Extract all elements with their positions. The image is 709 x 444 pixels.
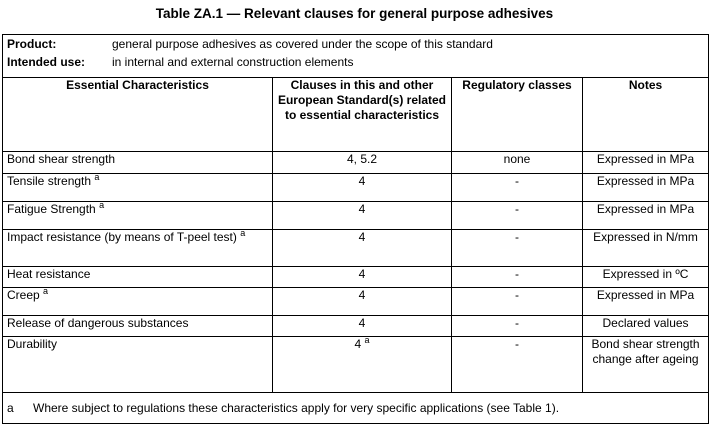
clauses-table: [2, 34, 709, 424]
characteristic-text: Durability: [7, 337, 58, 351]
regulatory-class-cell: -: [452, 267, 583, 288]
product-line: [7, 35, 704, 53]
table-row: [3, 202, 709, 230]
footnote-mark: a: [240, 228, 246, 238]
characteristic-text: Bond shear strength: [7, 152, 116, 166]
footnote-mark: a: [43, 286, 49, 296]
characteristic-cell: [3, 202, 273, 230]
footnote-mark: a: [94, 172, 100, 182]
table-row: [3, 337, 709, 393]
clauses-text: 4: [358, 267, 366, 281]
header-notes: Notes: [583, 78, 709, 152]
table-row: [3, 267, 709, 288]
clauses-cell: [273, 267, 452, 288]
clauses-text: 4, 5.2: [346, 152, 378, 166]
intended-use-line: [7, 53, 704, 71]
clauses-cell: [273, 174, 452, 202]
footnote-text: Where subject to regulations these characteristics apply for very specific applications (see Table 1).: [33, 400, 560, 415]
clauses-cell: [273, 152, 452, 174]
regulatory-class-cell: -: [452, 202, 583, 230]
characteristic-text: Fatigue Strength: [7, 202, 96, 216]
regulatory-class-cell: -: [452, 288, 583, 316]
regulatory-class-cell: -: [452, 230, 583, 267]
notes-cell: Expressed in MPa: [583, 152, 709, 174]
characteristic-cell: [3, 337, 273, 393]
notes-cell: Expressed in ºC: [583, 267, 709, 288]
characteristic-cell: [3, 288, 273, 316]
clauses-cell: [273, 337, 452, 393]
characteristic-cell: [3, 152, 273, 174]
footnote-mark: a: [364, 335, 370, 345]
clauses-cell: [273, 316, 452, 337]
characteristic-cell: [3, 230, 273, 267]
regulatory-class-cell: -: [452, 337, 583, 393]
characteristic-text: Impact resistance (by means of T-peel test): [7, 230, 237, 244]
characteristic-cell: [3, 174, 273, 202]
characteristic-text: Release of dangerous substances: [7, 316, 189, 330]
notes-cell: Bond shear strength change after ageing: [583, 337, 709, 393]
clauses-text: 4: [358, 174, 366, 188]
footnote-mark: a: [7, 400, 14, 415]
regulatory-class-cell: none: [452, 152, 583, 174]
table-row: [3, 152, 709, 174]
clauses-text: 4: [354, 337, 362, 351]
characteristic-cell: [3, 316, 273, 337]
footnote-mark: a: [99, 200, 105, 210]
header-clauses: Clauses in this and other European Standard(s) related to essential characteristics: [273, 78, 452, 152]
product-row: [3, 35, 709, 78]
notes-cell: Declared values: [583, 316, 709, 337]
product-label: Product:: [7, 36, 57, 51]
clauses-cell: [273, 202, 452, 230]
characteristic-text: Tensile strength: [7, 174, 92, 188]
intended-use-label: Intended use:: [7, 54, 86, 69]
notes-cell: Expressed in MPa: [583, 202, 709, 230]
table-title: Table ZA.1 — Relevant clauses for general purpose adhesives: [155, 6, 554, 21]
product-value: general purpose adhesives as covered under the scope of this standard: [112, 36, 493, 51]
header-characteristics: Essential Characteristics: [3, 78, 273, 152]
characteristic-cell: [3, 267, 273, 288]
footnote-row: [3, 393, 709, 424]
characteristic-text: Creep: [7, 288, 40, 302]
header-classes: Regulatory classes: [452, 78, 583, 152]
clauses-text: 4: [358, 288, 366, 302]
regulatory-class-cell: -: [452, 316, 583, 337]
table-row: [3, 288, 709, 316]
table-row: [3, 174, 709, 202]
product-cell: [3, 35, 709, 78]
table-row: [3, 230, 709, 267]
notes-cell: Expressed in N/mm: [583, 230, 709, 267]
clauses-text: 4: [358, 316, 366, 330]
characteristic-text: Heat resistance: [7, 267, 91, 281]
regulatory-class-cell: -: [452, 174, 583, 202]
notes-cell: Expressed in MPa: [583, 288, 709, 316]
clauses-cell: [273, 230, 452, 267]
notes-cell: Expressed in MPa: [583, 174, 709, 202]
clauses-cell: [273, 288, 452, 316]
clauses-text: 4: [358, 202, 366, 216]
header-row: [3, 78, 709, 152]
table-row: [3, 316, 709, 337]
intended-use-value: in internal and external construction elements: [112, 54, 354, 69]
clauses-text: 4: [358, 230, 366, 244]
footnote-cell: [3, 393, 709, 424]
